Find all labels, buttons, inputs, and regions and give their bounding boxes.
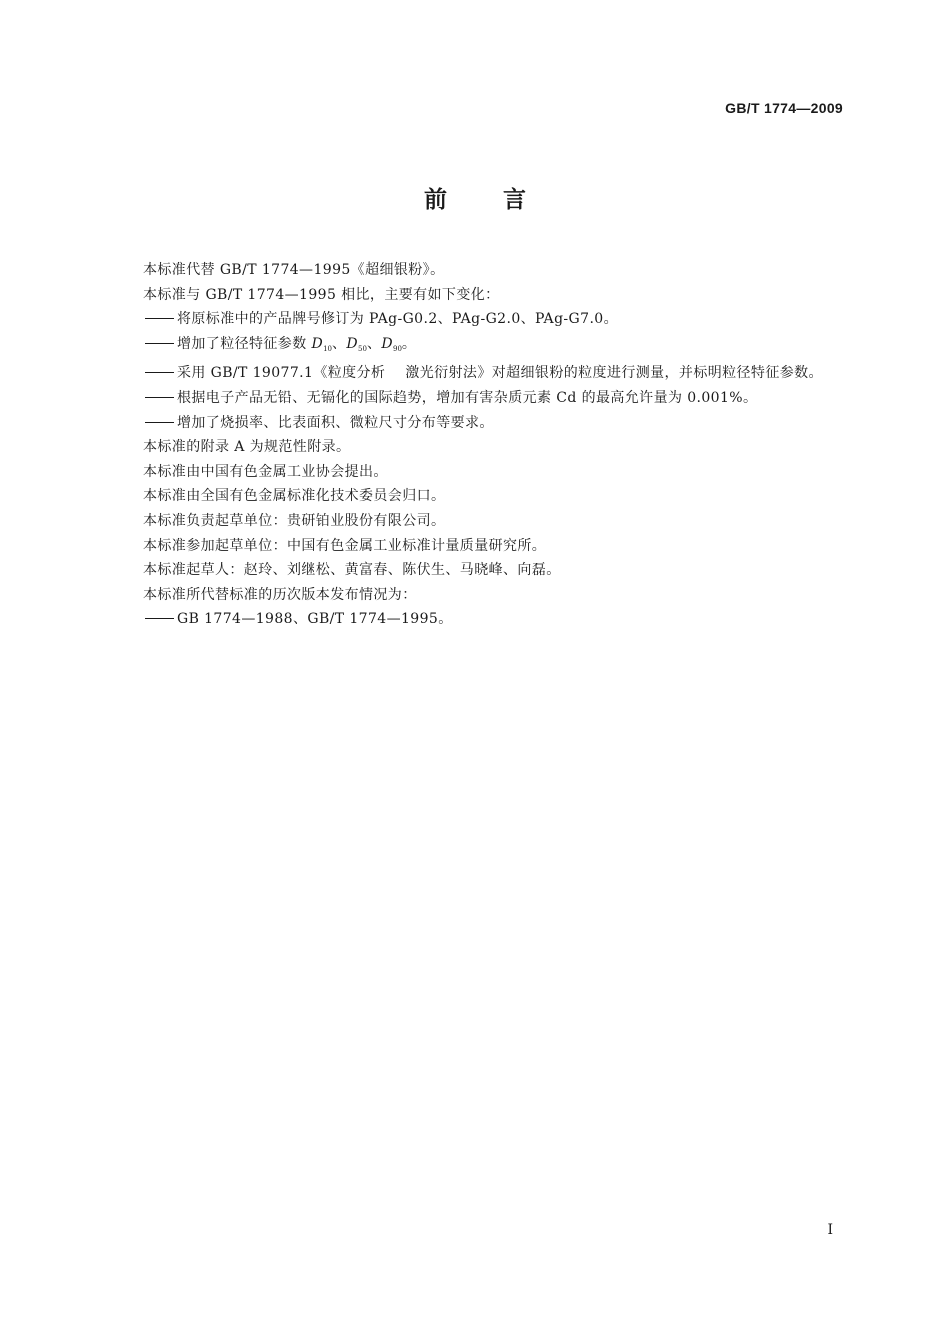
em-dash-mark — [143, 418, 177, 428]
change-item-particle-params — [143, 332, 843, 362]
history-item-text: GB 1774—1988、GB/T 1774—1995。 — [177, 611, 453, 628]
paragraph-drafting-unit: 本标准负责起草单位：贵研铂业股份有限公司。 — [143, 512, 446, 529]
subscript-90: 90 — [392, 344, 402, 353]
change-item-text: 增加了烧损率、比表面积、微粒尺寸分布等要求。 — [177, 414, 494, 431]
separator: 、 — [366, 335, 382, 352]
standard-code-header: GB/T 1774—2009 — [725, 100, 843, 116]
paragraph-annex: 本标准的附录 A 为规范性附录。 — [143, 439, 351, 456]
foreword-body — [143, 258, 843, 632]
symbol-d: D — [311, 335, 324, 352]
paragraph-changes-intro: 本标准与 GB/T 1774—1995 相比，主要有如下变化： — [143, 286, 500, 303]
page-number: I — [827, 1222, 833, 1238]
page-title: 前言 — [424, 187, 582, 213]
change-item-text-b: 激光衍射法》对超细银粉的粒度进行测量，并标明粒径特征参数。 — [405, 365, 823, 382]
change-item-text-a: 采用 GB/T 19077.1《粒度分析 — [177, 365, 386, 382]
paragraph-drafters: 本标准起草人：赵玲、刘继松、黄富春、陈伏生、马晓峰、向磊。 — [143, 562, 561, 579]
subscript-10: 10 — [323, 344, 332, 353]
paragraph-proposer: 本标准由中国有色金属工业协会提出。 — [143, 463, 388, 480]
symbol-d: D — [381, 335, 393, 352]
change-item-grades — [143, 307, 843, 332]
change-item-requirements — [143, 411, 843, 436]
subscript-50: 50 — [358, 344, 367, 353]
em-dash-mark — [143, 339, 177, 349]
em-dash-mark — [143, 614, 177, 624]
em-dash-mark — [143, 393, 177, 403]
symbol-d: D — [346, 335, 359, 352]
change-item-text: 将原标准中的产品牌号修订为 PAg-G0.2、PAg-G2.0、PAg-G7.0。 — [177, 311, 619, 328]
paragraph-participating-unit: 本标准参加起草单位：中国有色金属工业标准计量质量研究所。 — [143, 537, 547, 554]
change-item-cd-limit — [143, 386, 843, 411]
change-item-text: 增加了粒径特征参数 — [177, 335, 312, 352]
change-item-laser-diffraction — [143, 361, 843, 386]
change-item-text: 根据电子产品无铅、无镉化的国际趋势，增加有害杂质元素 Cd 的最高允许量为 0.001%。 — [177, 389, 758, 406]
em-dash-mark — [143, 314, 177, 324]
paragraph-replaces: 本标准代替 GB/T 1774—1995《超细银粉》。 — [143, 262, 445, 278]
paragraph-committee: 本标准由全国有色金属标准化技术委员会归口。 — [143, 488, 446, 505]
em-dash-mark — [143, 368, 177, 378]
separator: 、 — [332, 335, 347, 352]
terminator: 。 — [401, 335, 417, 352]
paragraph-history-intro: 本标准所代替标准的历次版本发布情况为： — [143, 586, 417, 603]
history-item — [143, 607, 843, 632]
